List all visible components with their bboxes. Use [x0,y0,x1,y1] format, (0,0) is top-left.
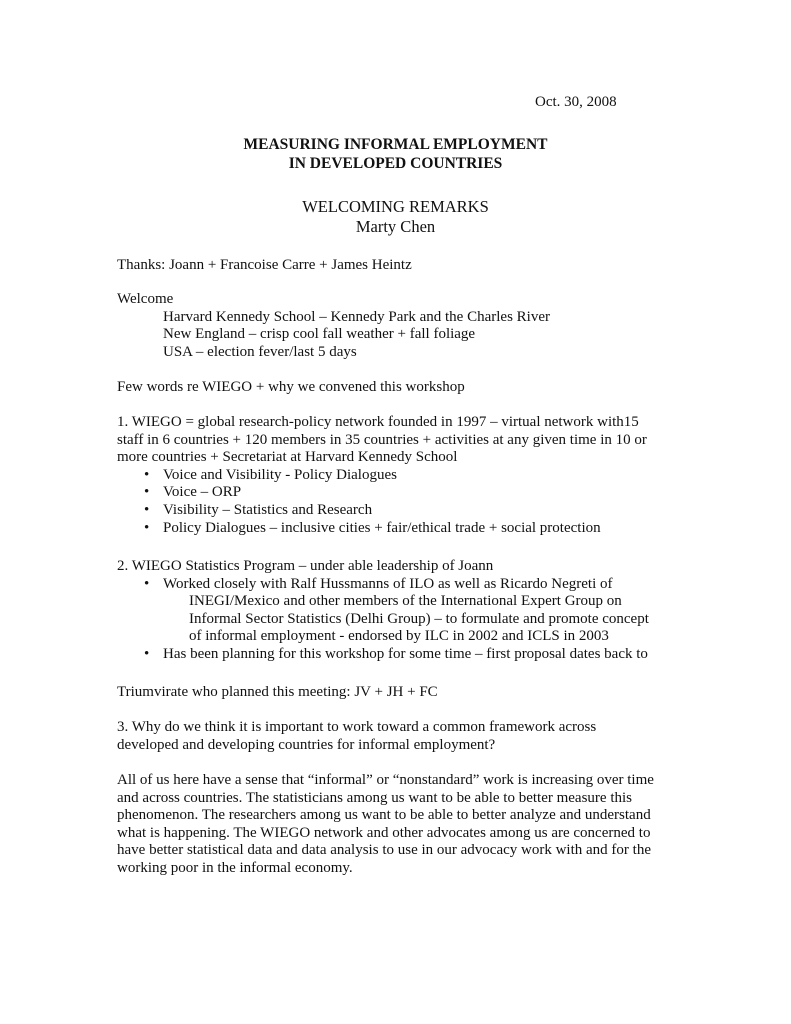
closing-line: working poor in the informal economy. [117,859,353,876]
bullet-icon: • [144,519,150,536]
section-2-bullets [117,576,677,664]
closing-line: All of us here have a sense that “informal” or “nonstandard” work is increasing over time [117,772,654,788]
bullet-icon: • [144,501,150,518]
bullet-text: Voice and Visibility - Policy Dialogues [163,466,397,483]
closing-line: and across countries. The statisticians among us want to be able to better measure this [117,789,633,806]
bullet-text: Visibility – Statistics and Research [163,501,373,518]
closing-paragraph [117,772,685,878]
bullet-item [117,646,677,664]
thanks-line: Thanks: Joann + Francoise Carre + James Heintz [117,257,412,273]
bullet-icon: • [144,466,150,483]
triumvirate-line: Triumvirate who planned this meeting: JV + JH + FC [117,684,438,700]
date: Oct. 30, 2008 [535,94,617,110]
subtitle [0,197,791,237]
bullet-icon: • [144,645,150,662]
bullet-item [117,520,677,538]
welcome-item: Harvard Kennedy School – Kennedy Park and the Charles River [163,308,550,325]
bullet-item [117,502,677,520]
section-3-line: 3. Why do we think it is important to work toward a common framework across [117,719,597,735]
section-1-bullets [117,467,677,537]
section-1 [117,414,677,537]
author-name: Marty Chen [355,217,436,236]
bullet-text: Has been planning for this workshop for some time – first proposal dates back to [163,645,648,662]
section-3-line: developed and developing countries for informal employment? [117,736,496,753]
welcome-item: New England – crisp cool fall weather + fall foliage [163,326,476,343]
title-line-1: MEASURING INFORMAL EMPLOYMENT [243,136,548,153]
section-1-line: staff in 6 countries + 120 members in 35 countries + activities at any given time in 10 or [117,431,647,448]
welcome-label: Welcome [117,291,174,307]
bullet-continuation: of informal employment - endorsed by ILC in 2002 and ICLS in 2003 [189,628,609,645]
bullet-continuation: INEGI/Mexico and other members of the International Expert Group on [189,593,622,610]
few-words-line: Few words re WIEGO + why we convened this workshop [117,379,465,395]
section-1-line: more countries + Secretariat at Harvard Kennedy School [117,449,458,466]
welcome-section [117,291,550,361]
welcome-item: USA – election fever/last 5 days [163,343,357,360]
bullet-continuation: Informal Sector Statistics (Delhi Group) – to formulate and promote concept [189,610,649,627]
bullet-item [117,467,677,485]
bullet-text: Worked closely with Ralf Hussmanns of ILO as well as Ricardo Negreti of [163,575,613,592]
document-title [0,135,791,173]
subtitle-line-1: WELCOMING REMARKS [302,197,489,216]
bullet-item [117,576,677,646]
section-3 [117,719,677,754]
section-2-heading: 2. WIEGO Statistics Program – under able leadership of Joann [117,558,494,574]
closing-line: have better statistical data and data analysis to use in our advocacy work with and for the [117,842,651,859]
section-1-line: 1. WIEGO = global research-policy network founded in 1997 – virtual network with15 [117,414,639,430]
bullet-item [117,484,677,502]
title-line-2: IN DEVELOPED COUNTRIES [288,155,503,172]
bullet-text: Policy Dialogues – inclusive cities + fair/ethical trade + social protection [163,519,601,536]
section-2 [117,558,677,664]
bullet-icon: • [144,575,150,592]
closing-line: what is happening. The WIEGO network and other advocates among us are concerned to [117,824,651,841]
bullet-icon: • [144,484,150,501]
bullet-text: Voice – ORP [163,484,242,501]
closing-line: phenomenon. The researchers among us want to be able to better analyze and understand [117,807,651,824]
